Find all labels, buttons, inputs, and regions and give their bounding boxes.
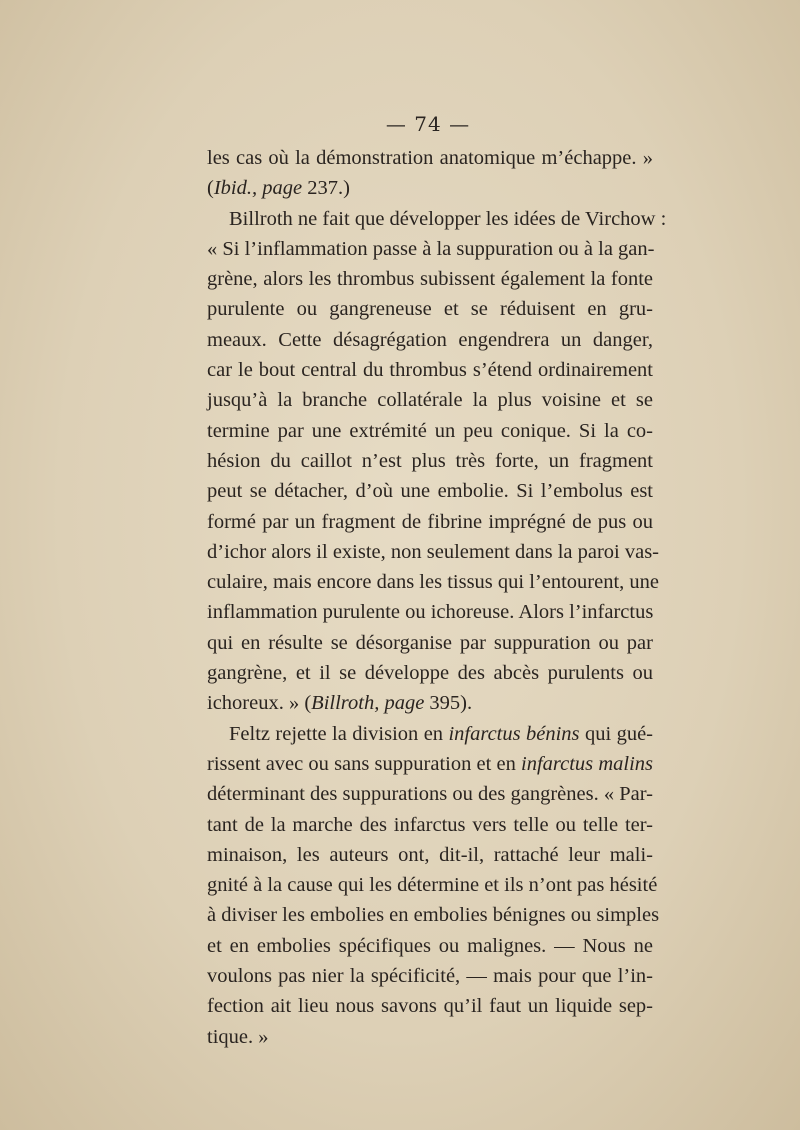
text-run: inflammation purulente ou ichoreuse. Alors l’infarctus	[207, 601, 654, 624]
text-run: termine par une extrémité un peu conique. Si la co-	[207, 419, 653, 442]
text-run: fection ait lieu nous savons qu’il faut un liquide sep-	[207, 995, 653, 1018]
text-run: hésion du caillot n’est plus très forte, un fragment	[207, 449, 653, 472]
text-line	[207, 537, 660, 567]
text-line	[207, 870, 658, 900]
text-line	[207, 476, 653, 506]
text-run: culaire, mais encore dans les tissus qui l’entourent, une	[207, 571, 660, 594]
text-line	[207, 900, 660, 930]
text-run: d’ichor alors il existe, non seulement dans la paroi vas-	[207, 540, 660, 563]
italic-text: Billroth, page	[311, 692, 425, 715]
body-text	[207, 143, 667, 1052]
text-run: minaison, les auteurs ont, dit-il, rattaché leur mali-	[207, 843, 653, 866]
text-line	[207, 507, 653, 537]
text-run: peut se détacher, d’où une embolie. Si l’embolus est	[207, 480, 653, 503]
text-run: rissent avec ou sans suppuration et en	[207, 752, 522, 775]
text-run: meaux. Cette désagrégation engendrera un danger,	[207, 328, 653, 351]
text-line	[207, 446, 653, 476]
text-run: voulons pas nier la spécificité, — mais pour que l’in-	[207, 965, 653, 988]
text-line	[207, 779, 653, 809]
text-run: gnité à la cause qui les détermine et ils n’ont pas hésité	[207, 874, 658, 897]
text-line	[207, 173, 653, 203]
text-line	[207, 688, 653, 718]
text-line	[207, 597, 653, 627]
text-line	[207, 840, 653, 870]
text-run: à diviser les embolies en embolies bénignes ou simples	[207, 904, 660, 927]
text-run: ichoreux. » (	[207, 692, 312, 715]
text-line	[207, 658, 653, 688]
text-line	[207, 204, 667, 234]
text-run: 237.)	[302, 177, 350, 200]
text-line	[207, 325, 653, 355]
text-line	[207, 416, 653, 446]
text-run: jusqu’à la branche collatérale la plus voisine et se	[207, 389, 653, 412]
text-line	[207, 567, 660, 597]
text-line	[207, 294, 653, 324]
text-run: car le bout central du thrombus s’étend ordinairement	[207, 359, 653, 382]
italic-text: infarctus bénins	[448, 722, 580, 745]
text-run: grène, alors les thrombus subissent également la fonte	[207, 268, 653, 291]
text-run: et en embolies spécifiques ou malignes. — Nous ne	[207, 934, 653, 957]
text-line	[207, 355, 653, 385]
text-line	[207, 628, 653, 658]
italic-text: infarctus malins	[521, 752, 653, 775]
text-line	[207, 749, 653, 779]
text-run: Billroth ne fait que développer les idées de Virchow :	[229, 207, 667, 230]
text-line	[207, 991, 653, 1021]
text-line	[207, 719, 653, 749]
text-line	[207, 385, 653, 415]
text-run: qui en résulte se désorganise par suppuration ou par	[207, 631, 653, 654]
text-run: 395).	[424, 692, 473, 715]
text-run: formé par un fragment de fibrine imprégné de pus ou	[207, 510, 653, 533]
text-run: les cas où la démonstration anatomique m’échappe. »	[207, 147, 653, 169]
italic-text: Ibid., page	[213, 177, 303, 200]
text-run: (	[207, 177, 214, 200]
text-run: gangrène, et il se développe des abcès purulents ou	[207, 662, 653, 685]
text-line	[207, 931, 653, 961]
text-line	[207, 234, 653, 264]
text-line	[207, 264, 653, 294]
text-line	[207, 810, 653, 840]
text-line	[207, 143, 653, 173]
text-run: tique. »	[207, 1025, 269, 1048]
text-run: déterminant des suppurations ou des gangrènes. « Par-	[207, 783, 653, 806]
text-run: Feltz rejette la division en	[229, 722, 449, 745]
text-run: « Si l’inflammation passe à la suppuration ou à la gan-	[207, 237, 655, 260]
text-line	[207, 1022, 653, 1052]
text-line	[207, 961, 653, 991]
text-run: qui gué-	[579, 722, 653, 745]
text-run: tant de la marche des infarctus vers telle ou telle ter-	[207, 813, 653, 836]
page-number: — 74 —	[385, 112, 471, 136]
text-run: purulente ou gangreneuse et se réduisent en gru-	[207, 298, 653, 321]
